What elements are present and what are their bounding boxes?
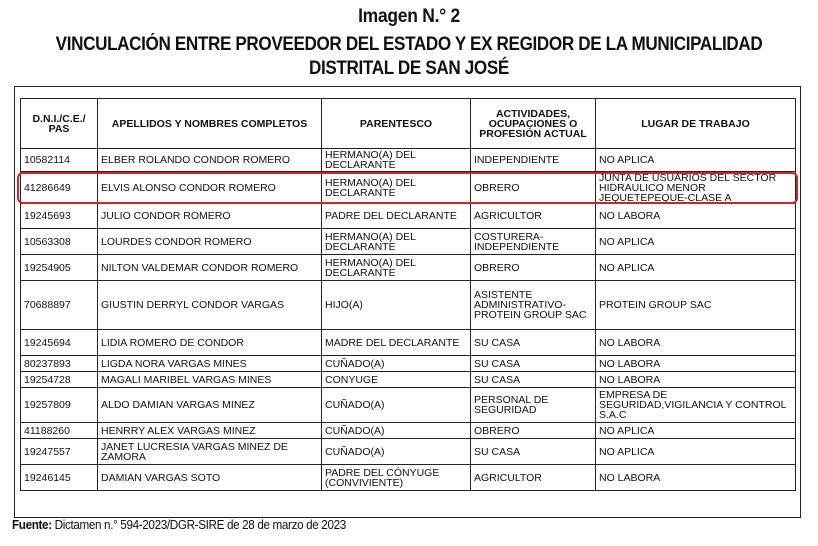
- cell-occupation: SU CASA: [471, 372, 596, 388]
- cell-relationship: MADRE DEL DECLARANTE: [322, 330, 471, 356]
- table-row: [21, 465, 796, 491]
- cell-name: NILTON VALDEMAR CONDOR ROMERO: [98, 255, 322, 281]
- cell-relationship: HERMANO(A) DEL DECLARANTE: [322, 255, 471, 281]
- cell-workplace: NO APLICA: [596, 439, 796, 465]
- table-header-row: [21, 99, 796, 149]
- cell-relationship: CUÑADO(A): [322, 388, 471, 423]
- cell-occupation: OBRERO: [471, 255, 596, 281]
- table-row: [21, 229, 796, 255]
- table-row: [21, 330, 796, 356]
- cell-dni: 19245693: [21, 204, 98, 229]
- cell-occupation: SU CASA: [471, 356, 596, 372]
- cell-occupation: SU CASA: [471, 439, 596, 465]
- cell-name: JANET LUCRESIA VARGAS MINEZ DE ZAMORA: [98, 439, 322, 465]
- cell-name: LIDIA ROMERO DE CONDOR: [98, 330, 322, 356]
- cell-dni: 10563308: [21, 229, 98, 255]
- cell-name: LOURDES CONDOR ROMERO: [98, 229, 322, 255]
- cell-occupation: OBRERO: [471, 172, 596, 204]
- table-row-highlighted: [21, 172, 796, 204]
- cell-relationship: CUÑADO(A): [322, 423, 471, 439]
- cell-occupation: INDEPENDIENTE: [471, 149, 596, 172]
- subtitle-line-1: VINCULACIÓN ENTRE PROVEEDOR DEL ESTADO Y EX REGIDOR DE LA MUNICIPALIDAD: [55, 34, 763, 55]
- cell-name: LIGDA NORA VARGAS MINES: [98, 356, 322, 372]
- cell-workplace: JUNTA DE USUARIOS DEL SECTOR HIDRAULICO MENOR JEQUETEPEQUE-CLASE A: [596, 172, 796, 204]
- cell-relationship: HERMANO(A) DEL DECLARANTE: [322, 172, 471, 204]
- cell-relationship: HERMANO(A) DEL DECLARANTE: [322, 149, 471, 172]
- cell-workplace: EMPRESA DE SEGURIDAD,VIGILANCIA Y CONTROL S.A.C: [596, 388, 796, 423]
- cell-workplace: NO APLICA: [596, 149, 796, 172]
- table-row: [21, 372, 796, 388]
- source-note: [12, 517, 346, 532]
- table-row: [21, 149, 796, 172]
- table-row: [21, 439, 796, 465]
- cell-occupation: PERSONAL DE SEGURIDAD: [471, 388, 596, 423]
- cell-name: ELVIS ALONSO CONDOR ROMERO: [98, 172, 322, 204]
- cell-relationship: CUÑADO(A): [322, 439, 471, 465]
- cell-occupation: SU CASA: [471, 330, 596, 356]
- cell-dni: 10582114: [21, 149, 98, 172]
- header-workplace: LUGAR DE TRABAJO: [596, 99, 796, 149]
- table-row: [21, 204, 796, 229]
- cell-dni: 19254728: [21, 372, 98, 388]
- cell-relationship: PADRE DEL CÓNYUGE (CONVIVIENTE): [322, 465, 471, 491]
- cell-relationship: PADRE DEL DECLARANTE: [322, 204, 471, 229]
- cell-occupation: AGRICULTOR: [471, 204, 596, 229]
- cell-relationship: HERMANO(A) DEL DECLARANTE: [322, 229, 471, 255]
- cell-name: ALDO DAMIAN VARGAS MINEZ: [98, 388, 322, 423]
- relatives-table: [20, 98, 796, 491]
- cell-name: MAGALI MARIBEL VARGAS MINES: [98, 372, 322, 388]
- cell-dni: 19257809: [21, 388, 98, 423]
- cell-workplace: PROTEIN GROUP SAC: [596, 281, 796, 330]
- source-text: Dictamen n.° 594-2023/DGR-SIRE de 28 de marzo de 2023: [51, 517, 346, 532]
- cell-workplace: NO APLICA: [596, 423, 796, 439]
- cell-relationship: CUÑADO(A): [322, 356, 471, 372]
- cell-dni: 80237893: [21, 356, 98, 372]
- source-label: Fuente:: [12, 517, 52, 532]
- subtitle-line-2: DISTRITAL DE SAN JOSÉ: [309, 58, 509, 79]
- table-row: [21, 281, 796, 330]
- header-dni: D.N.I./C.E./ PAS: [21, 99, 98, 149]
- cell-workplace: NO APLICA: [596, 229, 796, 255]
- cell-occupation: OBRERO: [471, 423, 596, 439]
- figure-subtitle: [41, 33, 777, 81]
- cell-dni: 41286649: [21, 172, 98, 204]
- cell-dni: 19245694: [21, 330, 98, 356]
- cell-name: JULIO CONDOR ROMERO: [98, 204, 322, 229]
- table-row: [21, 388, 796, 423]
- cell-name: HENRRY ALEX VARGAS MINEZ: [98, 423, 322, 439]
- cell-name: GIUSTIN DERRYL CONDOR VARGAS: [98, 281, 322, 330]
- cell-name: DAMIAN VARGAS SOTO: [98, 465, 322, 491]
- cell-dni: 19254905: [21, 255, 98, 281]
- table-row: [21, 356, 796, 372]
- cell-relationship: HIJO(A): [322, 281, 471, 330]
- cell-workplace: NO LABORA: [596, 204, 796, 229]
- cell-dni: 19246145: [21, 465, 98, 491]
- cell-occupation: ASISTENTE ADMINISTRATIVO-PROTEIN GROUP SAC: [471, 281, 596, 330]
- cell-workplace: NO LABORA: [596, 330, 796, 356]
- header-relationship: PARENTESCO: [322, 99, 471, 149]
- table-row: [21, 255, 796, 281]
- cell-workplace: NO APLICA: [596, 255, 796, 281]
- header-name: APELLIDOS Y NOMBRES COMPLETOS: [98, 99, 322, 149]
- table-row: [21, 423, 796, 439]
- cell-dni: 41188260: [21, 423, 98, 439]
- header-occupation: ACTIVIDADES, OCUPACIONES O PROFESIÓN ACTUAL: [471, 99, 596, 149]
- cell-relationship: CONYUGE: [322, 372, 471, 388]
- cell-occupation: COSTURERA-INDEPENDIENTE: [471, 229, 596, 255]
- cell-dni: 70688897: [21, 281, 98, 330]
- cell-workplace: NO LABORA: [596, 465, 796, 491]
- cell-workplace: NO LABORA: [596, 372, 796, 388]
- cell-workplace: NO LABORA: [596, 356, 796, 372]
- figure-title: Imagen N.° 2: [358, 6, 460, 27]
- cell-occupation: AGRICULTOR: [471, 465, 596, 491]
- cell-name: ELBER ROLANDO CONDOR ROMERO: [98, 149, 322, 172]
- cell-dni: 19247557: [21, 439, 98, 465]
